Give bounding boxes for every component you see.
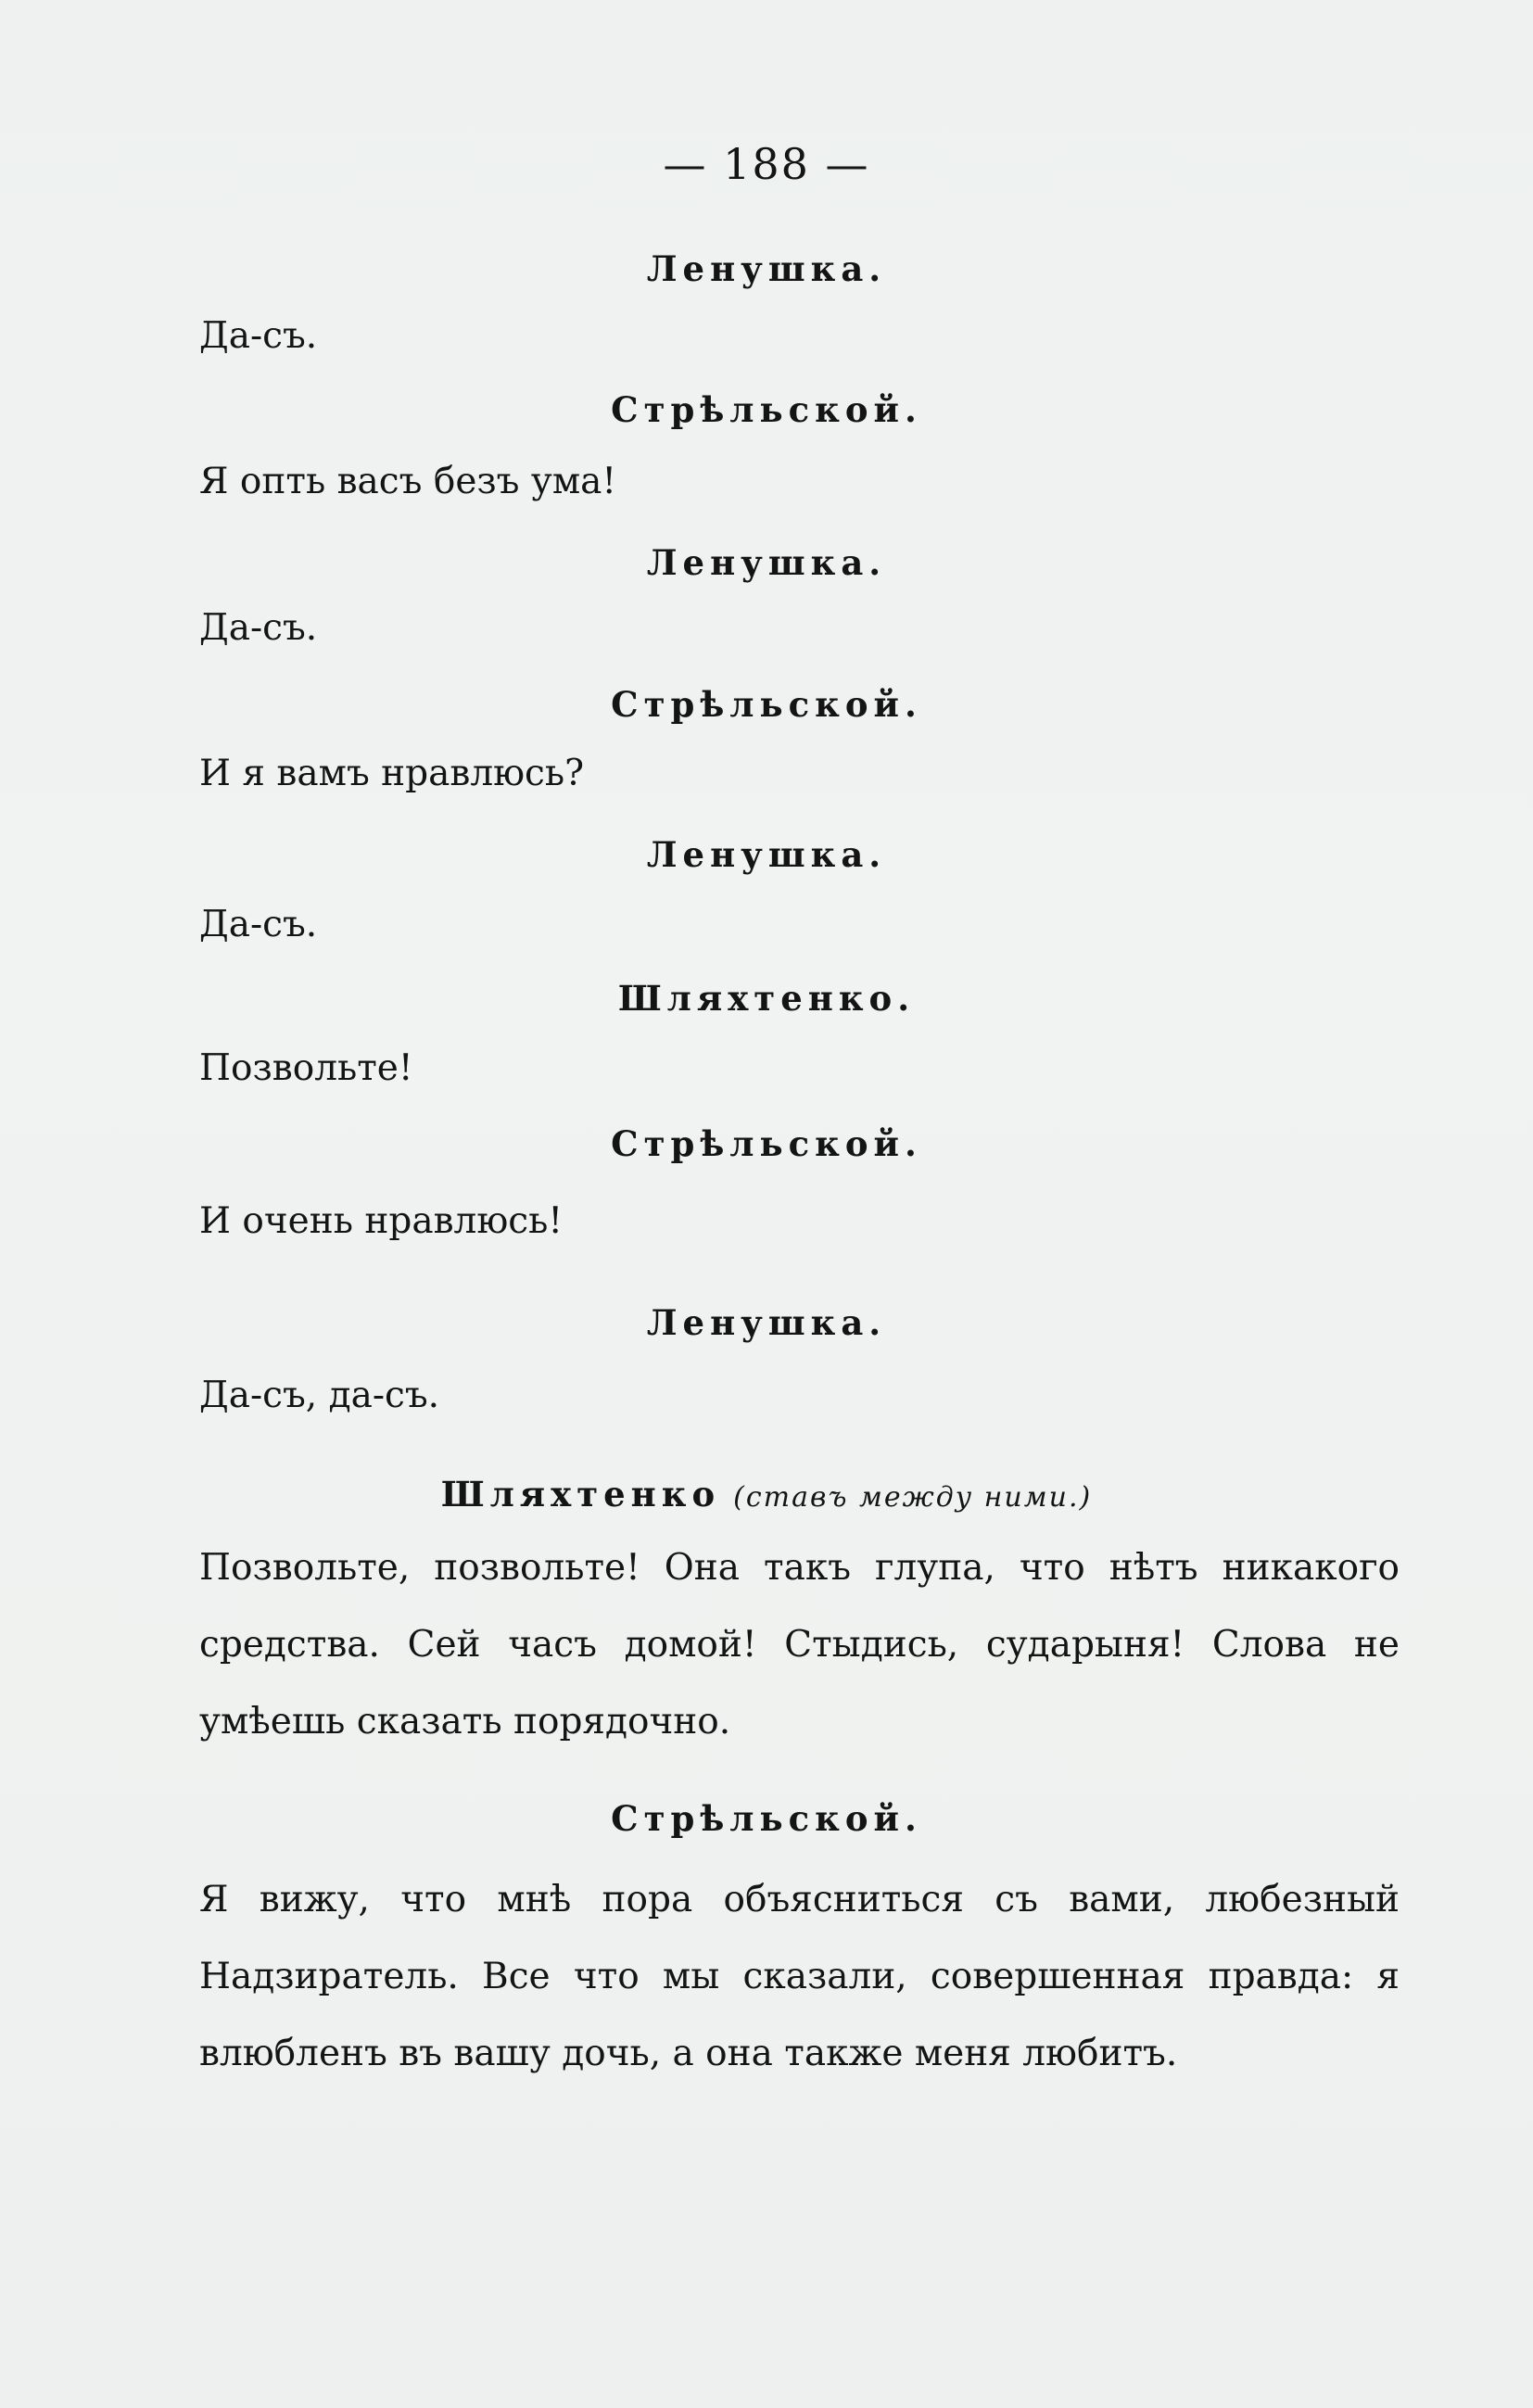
dialogue-line: И я вамъ нравлюсь? [199, 753, 585, 794]
dialogue-line: Позвольте! [199, 1047, 413, 1089]
speaker-name: Ленушка. [646, 834, 887, 875]
stage-direction: (ставъ между ними.) [733, 1481, 1093, 1514]
dialogue-line: Да-съ. [199, 904, 318, 945]
speaker-name: Ленушка. [646, 542, 887, 583]
dialogue-line: Да-съ, да-съ. [199, 1375, 440, 1416]
speaker-name: Шляхтенко [440, 1474, 721, 1515]
speaker-name: Стрѣльской. [611, 1123, 922, 1164]
page-number: — 188 — [663, 139, 870, 189]
dialogue-line: Я опть васъ безъ ума! [199, 461, 617, 502]
dialogue-paragraph: Позвольте, позвольте! Она такъ глупа, что нѣтъ никакого средства. Сей часъ домой! Стыдись, сударыня! Слова не умѣешь сказать порядочно. [199, 1547, 1400, 1743]
dialogue-line: Да-съ. [199, 315, 318, 357]
speaker-heading-with-direction [0, 1474, 1533, 1515]
speaker-name: Стрѣльской. [611, 1798, 922, 1839]
speaker-name: Стрѣльской. [611, 684, 922, 725]
speaker-name: Стрѣльской. [611, 389, 922, 430]
speaker-name: Ленушка. [646, 1302, 887, 1343]
speaker-name: Шляхтенко. [617, 978, 916, 1019]
speaker-name: Ленушка. [646, 248, 887, 289]
dialogue-line: Да-съ. [199, 607, 318, 649]
dialogue-paragraph: Я вижу, что мнѣ пора объясниться съ вами, любезный Надзиратель. Все что мы сказали, совершенная правда: я влюбленъ въ вашу дочь, а она также меня любитъ. [199, 1879, 1400, 2074]
dialogue-line: И очень нравлюсь! [199, 1200, 564, 1242]
